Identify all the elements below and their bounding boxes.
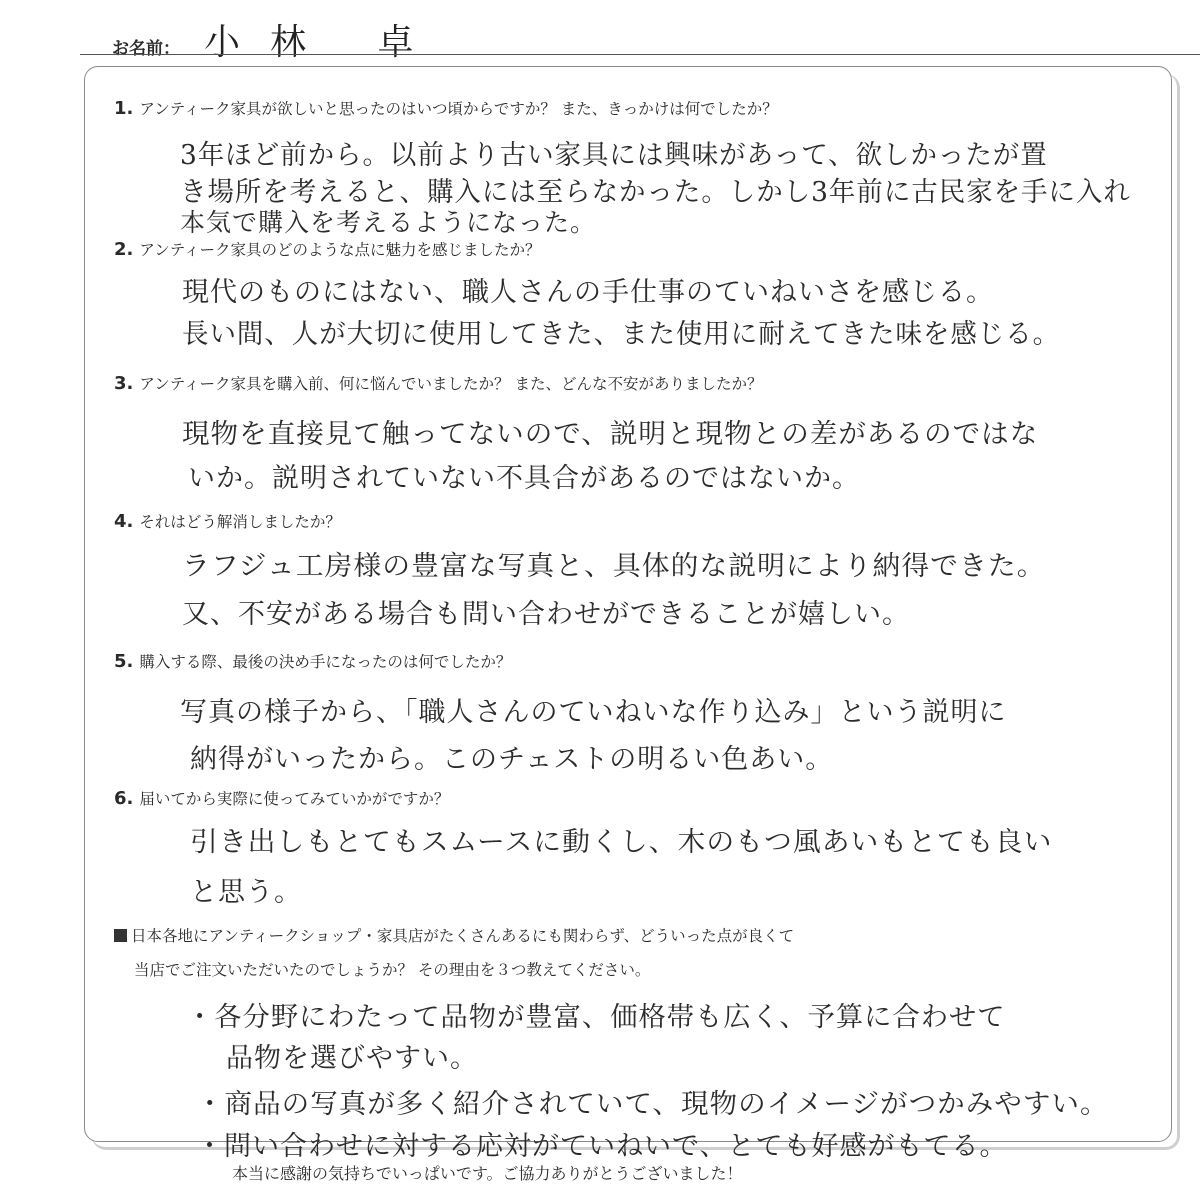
answer-6-line-2: と思う。 [190,877,302,908]
final-answer-2: ・商品の写真が多く紹介されていて、現物のイメージがつかみやすい。 [196,1089,1109,1120]
question-text: それはどう解消しましたか？ [139,513,341,531]
final-question-line-2: 当店でご注文いただいたのでしょうか？ その理由を３つ教えてください。 [134,961,651,979]
answer-1-line-2: き場所を考えると、購入には至らなかった。しかし3年前に古民家を手に入れ [180,177,1131,208]
answer-5-line-1: 写真の様子から、「職人さんのていねいな作り込み」という説明に [180,697,1007,728]
question-text: アンティーク家具が欲しいと思ったのはいつ頃からですか？ また、きっかけは何でしたか？ [139,100,778,118]
closing-message: 本当に感謝の気持ちでいっぱいです。ご協力ありがとうございました！ [232,1164,743,1183]
name-underline [80,54,1200,55]
question-text: アンティーク家具のどのような点に魅力を感じましたか？ [139,241,541,259]
question-number: 4. [114,511,134,532]
question-5 [114,650,511,672]
question-number: 2. [114,239,134,260]
question-1 [114,97,778,119]
name-value: 小林 卓 [204,22,444,63]
name-label: お名前： [112,39,180,59]
final-question-text-1: 日本各地にアンティークショップ・家具店がたくさんあるにも関わらず、どういった点が良くて [131,927,795,945]
answer-5-line-2: 納得がいったから。このチェストの明るい色あい。 [190,744,834,775]
question-6 [114,787,449,809]
final-answer-3: ・問い合わせに対する応対がていねいで、とても好感がもてる。 [196,1131,1008,1162]
question-number: 6. [114,788,134,809]
answer-3-line-2: いか。説明されていない不具合があるのではないか。 [188,463,860,494]
answer-2-line-1: 現代のものにはない、職人さんの手仕事のていねいさを感じる。 [182,277,994,308]
question-number: 3. [114,373,134,394]
question-text: 購入する際、最後の決め手になったのは何でしたか？ [139,653,512,671]
answer-6-line-1: 引き出しもとてもスムースに動くし、木のもつ風あいもとても良い [190,827,1053,858]
answer-2-line-2: 長い間、人が大切に使用してきた、また使用に耐えてきた味を感じる。 [182,319,1061,350]
question-4 [114,510,341,532]
final-answer-1: ・各分野にわたって品物が豊富、価格帯も広く、予算に合わせて [186,1002,1006,1033]
square-bullet-icon [114,929,127,942]
question-number: 5. [114,651,134,672]
question-number: 1. [114,98,134,119]
final-question-line-1 [114,924,794,946]
question-text: 届いてから実際に使ってみていかがですか？ [139,790,450,808]
question-text: アンティーク家具を購入前、何に悩んでいましたか？ また、どんな不安がありましたか？ [139,375,763,393]
answer-1-line-1: 3年ほど前から。以前より古い家具には興味があって、欲しかったが置 [180,140,1048,171]
question-3 [114,372,762,394]
final-answer-1-cont: 品物を選びやすい。 [226,1043,478,1074]
name-row [112,14,444,63]
answer-3-line-1: 現物を直接見て触ってないので、説明と現物との差があるのではな [182,419,1039,450]
question-2 [114,238,541,260]
answer-1-line-3: 本気で購入を考えるようになった。 [180,208,597,237]
answer-4-line-1: ラフジュ工房様の豊富な写真と、具体的な説明により納得できた。 [182,551,1046,582]
answer-4-line-2: 又、不安がある場合も問い合わせができることが嬉しい。 [182,599,910,630]
